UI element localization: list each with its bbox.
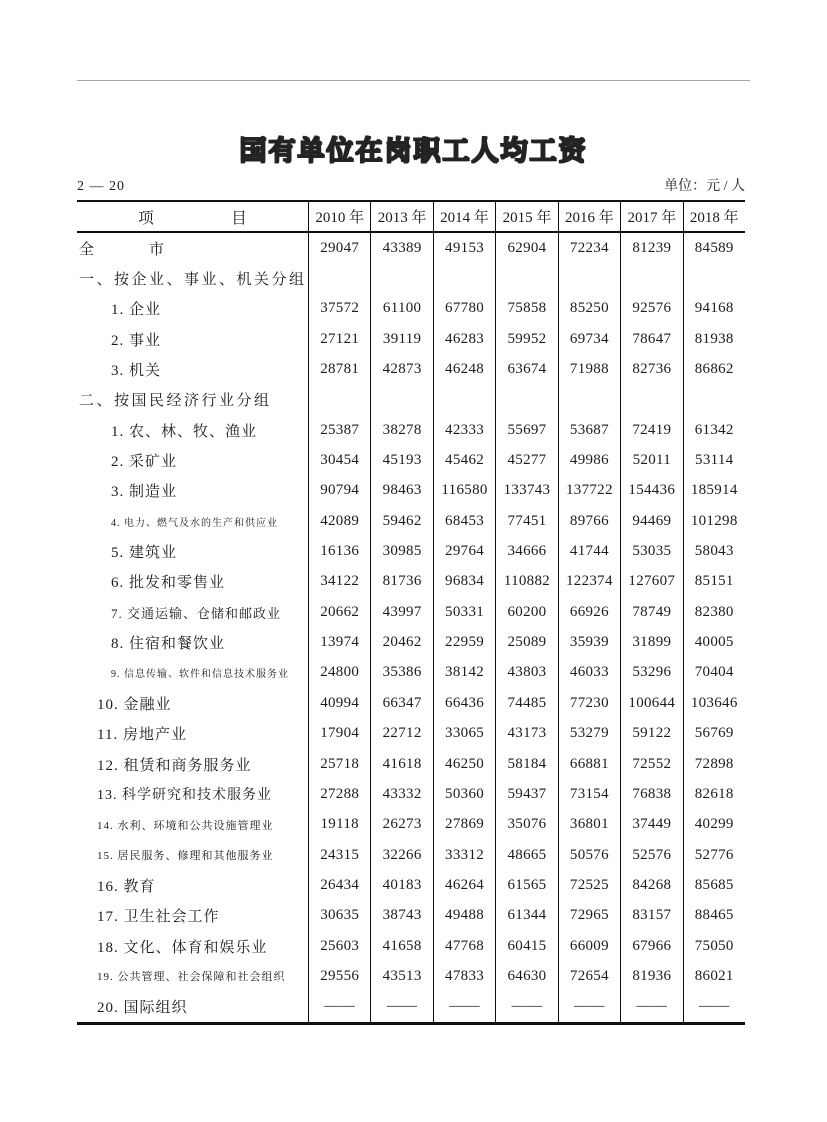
value-cell: 82618: [683, 779, 745, 809]
value-cell: 96834: [433, 567, 495, 597]
row-label: 一、按企业、事业、机关分组: [79, 272, 307, 289]
value-cell: 47833: [433, 961, 495, 991]
value-cell: 86021: [683, 961, 745, 991]
value-cell: [620, 385, 682, 415]
value-cell: 42873: [370, 354, 432, 384]
value-cell: 27869: [433, 810, 495, 840]
value-cell: [495, 385, 557, 415]
row-label: 5. 建筑业: [111, 545, 178, 562]
value-cell: 29556: [308, 961, 370, 991]
value-cell: 66009: [558, 931, 620, 961]
value-cell: 20462: [370, 627, 432, 657]
value-cell: 48665: [495, 840, 557, 870]
value-cell: 42089: [308, 506, 370, 536]
value-cell: 52776: [683, 840, 745, 870]
row-label: 8. 住宿和餐饮业: [111, 636, 226, 653]
table-row: [77, 445, 745, 475]
row-label: 二、按国民经济行业分组: [79, 393, 272, 410]
row-label: 16. 教育: [97, 878, 156, 895]
value-cell: [495, 263, 557, 293]
year-column-header: 2016 年: [558, 202, 620, 231]
value-cell: 58043: [683, 536, 745, 566]
value-cell: 81936: [620, 961, 682, 991]
value-cell: 154436: [620, 476, 682, 506]
value-cell: 38743: [370, 901, 432, 931]
table-row: [77, 415, 745, 445]
value-cell: [558, 263, 620, 293]
value-cell: 100644: [620, 688, 682, 718]
value-cell: 85685: [683, 870, 745, 900]
value-cell: 66436: [433, 688, 495, 718]
table-row: [77, 506, 745, 536]
value-cell: 68453: [433, 506, 495, 536]
value-cell: 110882: [495, 567, 557, 597]
value-cell: 59437: [495, 779, 557, 809]
value-cell: 26273: [370, 810, 432, 840]
value-cell: 90794: [308, 476, 370, 506]
value-cell: 59122: [620, 719, 682, 749]
row-label: 12. 租赁和商务服务业: [97, 757, 252, 774]
item-column-header: 项 目: [138, 209, 247, 227]
value-cell: [558, 385, 620, 415]
value-cell: 29764: [433, 536, 495, 566]
value-cell: 39119: [370, 324, 432, 354]
value-cell: 101298: [683, 506, 745, 536]
value-cell: 83157: [620, 901, 682, 931]
value-cell: 76838: [620, 779, 682, 809]
row-label: 18. 文化、体育和娱乐业: [97, 939, 268, 956]
table-row: [77, 354, 745, 384]
value-cell: 81736: [370, 567, 432, 597]
value-cell: 41618: [370, 749, 432, 779]
value-cell: 27288: [308, 779, 370, 809]
table-row: [77, 385, 745, 415]
row-label: 20. 国际组织: [97, 1000, 188, 1017]
value-cell: 84268: [620, 870, 682, 900]
table-row: [77, 263, 745, 293]
value-cell: 52011: [620, 445, 682, 475]
value-cell: ——: [620, 992, 682, 1022]
value-cell: 49153: [433, 233, 495, 263]
value-cell: 72654: [558, 961, 620, 991]
value-cell: 40183: [370, 870, 432, 900]
value-cell: 85250: [558, 294, 620, 324]
value-cell: [683, 263, 745, 293]
value-cell: 103646: [683, 688, 745, 718]
value-cell: 53114: [683, 445, 745, 475]
value-cell: [308, 263, 370, 293]
value-cell: 28781: [308, 354, 370, 384]
value-cell: 50360: [433, 779, 495, 809]
table-header-row: [77, 202, 745, 233]
value-cell: 43332: [370, 779, 432, 809]
table-row: [77, 233, 745, 263]
value-cell: 64630: [495, 961, 557, 991]
value-cell: 61344: [495, 901, 557, 931]
value-cell: 84589: [683, 233, 745, 263]
value-cell: 35939: [558, 627, 620, 657]
value-cell: 34122: [308, 567, 370, 597]
row-label: 14. 水利、环境和公共设施管理业: [97, 819, 274, 832]
value-cell: 32266: [370, 840, 432, 870]
value-cell: 77230: [558, 688, 620, 718]
value-cell: [683, 385, 745, 415]
value-cell: 75858: [495, 294, 557, 324]
value-cell: 77451: [495, 506, 557, 536]
value-cell: 49488: [433, 901, 495, 931]
row-label: 3. 制造业: [111, 484, 178, 501]
value-cell: 72525: [558, 870, 620, 900]
value-cell: 82380: [683, 597, 745, 627]
year-column-header: 2018 年: [683, 202, 745, 231]
value-cell: 33312: [433, 840, 495, 870]
value-cell: 43803: [495, 658, 557, 688]
value-cell: 67780: [433, 294, 495, 324]
value-cell: 30454: [308, 445, 370, 475]
value-cell: 72898: [683, 749, 745, 779]
value-cell: 58184: [495, 749, 557, 779]
value-cell: 25603: [308, 931, 370, 961]
value-cell: 49986: [558, 445, 620, 475]
table-row: [77, 810, 745, 840]
value-cell: [308, 385, 370, 415]
value-cell: 29047: [308, 233, 370, 263]
row-label: 全 市: [79, 241, 167, 258]
row-label: 6. 批发和零售业: [111, 575, 226, 592]
row-label: 3. 机关: [111, 363, 162, 380]
value-cell: 56769: [683, 719, 745, 749]
value-cell: 94469: [620, 506, 682, 536]
value-cell: 45193: [370, 445, 432, 475]
value-cell: 78749: [620, 597, 682, 627]
page-title: 国有单位在岗职工人均工资: [239, 136, 588, 166]
value-cell: 127607: [620, 567, 682, 597]
value-cell: 137722: [558, 476, 620, 506]
value-cell: 47768: [433, 931, 495, 961]
value-cell: 78647: [620, 324, 682, 354]
value-cell: 22959: [433, 627, 495, 657]
value-cell: 73154: [558, 779, 620, 809]
value-cell: 38278: [370, 415, 432, 445]
table-row: [77, 901, 745, 931]
value-cell: [370, 263, 432, 293]
row-label: 1. 企业: [111, 302, 162, 319]
value-cell: 43389: [370, 233, 432, 263]
table-row: [77, 476, 745, 506]
table-row: [77, 597, 745, 627]
value-cell: 71988: [558, 354, 620, 384]
value-cell: 61565: [495, 870, 557, 900]
value-cell: 53279: [558, 719, 620, 749]
value-cell: 26434: [308, 870, 370, 900]
row-label: 17. 卫生社会工作: [97, 909, 220, 926]
value-cell: 37449: [620, 810, 682, 840]
value-cell: 46264: [433, 870, 495, 900]
top-divider-rule: [77, 80, 750, 81]
table-row: [77, 567, 745, 597]
value-cell: [620, 263, 682, 293]
value-cell: 46033: [558, 658, 620, 688]
row-label: 10. 金融业: [97, 696, 172, 713]
value-cell: 61342: [683, 415, 745, 445]
table-row: [77, 294, 745, 324]
value-cell: 50331: [433, 597, 495, 627]
table-row: [77, 749, 745, 779]
value-cell: 35076: [495, 810, 557, 840]
value-cell: 40994: [308, 688, 370, 718]
year-column-header: 2010 年: [308, 202, 370, 231]
table-row: [77, 992, 745, 1022]
value-cell: 98463: [370, 476, 432, 506]
value-cell: 46250: [433, 749, 495, 779]
value-cell: 41744: [558, 536, 620, 566]
value-cell: 89766: [558, 506, 620, 536]
value-cell: 86862: [683, 354, 745, 384]
value-cell: 66926: [558, 597, 620, 627]
value-cell: 53296: [620, 658, 682, 688]
unit-label: 单位：元 / 人: [664, 179, 745, 194]
value-cell: 66881: [558, 749, 620, 779]
row-label: 1. 农、林、牧、渔业: [111, 423, 258, 440]
value-cell: 30635: [308, 901, 370, 931]
row-label: 2. 事业: [111, 332, 162, 349]
row-label: 19. 公共管理、社会保障和社会组织: [97, 971, 286, 984]
row-label: 7. 交通运输、仓储和邮政业: [111, 605, 282, 621]
value-cell: 116580: [433, 476, 495, 506]
value-cell: 69734: [558, 324, 620, 354]
value-cell: 72552: [620, 749, 682, 779]
row-label: 11. 房地产业: [97, 727, 187, 744]
value-cell: ——: [370, 992, 432, 1022]
value-cell: 43513: [370, 961, 432, 991]
table-row: [77, 870, 745, 900]
value-cell: 50576: [558, 840, 620, 870]
value-cell: 122374: [558, 567, 620, 597]
table-row: [77, 840, 745, 870]
value-cell: 38142: [433, 658, 495, 688]
value-cell: 42333: [433, 415, 495, 445]
value-cell: 81938: [683, 324, 745, 354]
value-cell: 33065: [433, 719, 495, 749]
value-cell: 75050: [683, 931, 745, 961]
value-cell: 72965: [558, 901, 620, 931]
value-cell: 37572: [308, 294, 370, 324]
value-cell: 66347: [370, 688, 432, 718]
value-cell: ——: [433, 992, 495, 1022]
value-cell: 72234: [558, 233, 620, 263]
value-cell: 45277: [495, 445, 557, 475]
value-cell: 27121: [308, 324, 370, 354]
value-cell: 74485: [495, 688, 557, 718]
value-cell: 45462: [433, 445, 495, 475]
table-row: [77, 688, 745, 718]
value-cell: 41658: [370, 931, 432, 961]
value-cell: 72419: [620, 415, 682, 445]
value-cell: 35386: [370, 658, 432, 688]
value-cell: 62904: [495, 233, 557, 263]
value-cell: 16136: [308, 536, 370, 566]
value-cell: 53035: [620, 536, 682, 566]
value-cell: 25718: [308, 749, 370, 779]
value-cell: 24800: [308, 658, 370, 688]
value-cell: 60415: [495, 931, 557, 961]
table-row: [77, 658, 745, 688]
value-cell: 25387: [308, 415, 370, 445]
value-cell: [433, 385, 495, 415]
row-label: 9. 信息传输、软件和信息技术服务业: [111, 669, 289, 681]
value-cell: 63674: [495, 354, 557, 384]
value-cell: 53687: [558, 415, 620, 445]
value-cell: 82736: [620, 354, 682, 384]
value-cell: 133743: [495, 476, 557, 506]
value-cell: 20662: [308, 597, 370, 627]
table-row: [77, 536, 745, 566]
row-label: 2. 采矿业: [111, 454, 178, 471]
value-cell: 43997: [370, 597, 432, 627]
table-code: 2 — 20: [77, 179, 125, 194]
table-row: [77, 961, 745, 991]
value-cell: 88465: [683, 901, 745, 931]
table-row: [77, 719, 745, 749]
value-cell: ——: [683, 992, 745, 1022]
value-cell: 92576: [620, 294, 682, 324]
value-cell: 43173: [495, 719, 557, 749]
value-cell: 185914: [683, 476, 745, 506]
table-meta-row: [77, 175, 745, 195]
value-cell: 61100: [370, 294, 432, 324]
value-cell: 46283: [433, 324, 495, 354]
value-cell: 40299: [683, 810, 745, 840]
value-cell: 60200: [495, 597, 557, 627]
value-cell: 31899: [620, 627, 682, 657]
table-row: [77, 627, 745, 657]
value-cell: 19118: [308, 810, 370, 840]
value-cell: [433, 263, 495, 293]
table-row: [77, 324, 745, 354]
value-cell: 85151: [683, 567, 745, 597]
wage-table: [77, 200, 745, 1025]
value-cell: 52576: [620, 840, 682, 870]
table-body: [77, 233, 745, 1022]
value-cell: 55697: [495, 415, 557, 445]
value-cell: 40005: [683, 627, 745, 657]
table-row: [77, 779, 745, 809]
value-cell: ——: [308, 992, 370, 1022]
value-cell: ——: [495, 992, 557, 1022]
value-cell: 13974: [308, 627, 370, 657]
value-cell: 94168: [683, 294, 745, 324]
value-cell: [370, 385, 432, 415]
value-cell: ——: [558, 992, 620, 1022]
value-cell: 67966: [620, 931, 682, 961]
value-cell: 25089: [495, 627, 557, 657]
table-row: [77, 931, 745, 961]
row-label: 13. 科学研究和技术服务业: [97, 788, 272, 804]
value-cell: 59462: [370, 506, 432, 536]
year-column-header: 2014 年: [433, 202, 495, 231]
value-cell: 17904: [308, 719, 370, 749]
row-label: 4. 电力、燃气及水的生产和供应业: [111, 517, 278, 529]
row-label: 15. 居民服务、修理和其他服务业: [97, 850, 274, 863]
year-column-header: 2015 年: [495, 202, 557, 231]
year-column-header: 2013 年: [370, 202, 432, 231]
value-cell: 24315: [308, 840, 370, 870]
value-cell: 36801: [558, 810, 620, 840]
value-cell: 59952: [495, 324, 557, 354]
year-column-header: 2017 年: [620, 202, 682, 231]
value-cell: 70404: [683, 658, 745, 688]
value-cell: 22712: [370, 719, 432, 749]
value-cell: 30985: [370, 536, 432, 566]
value-cell: 46248: [433, 354, 495, 384]
value-cell: 34666: [495, 536, 557, 566]
value-cell: 81239: [620, 233, 682, 263]
